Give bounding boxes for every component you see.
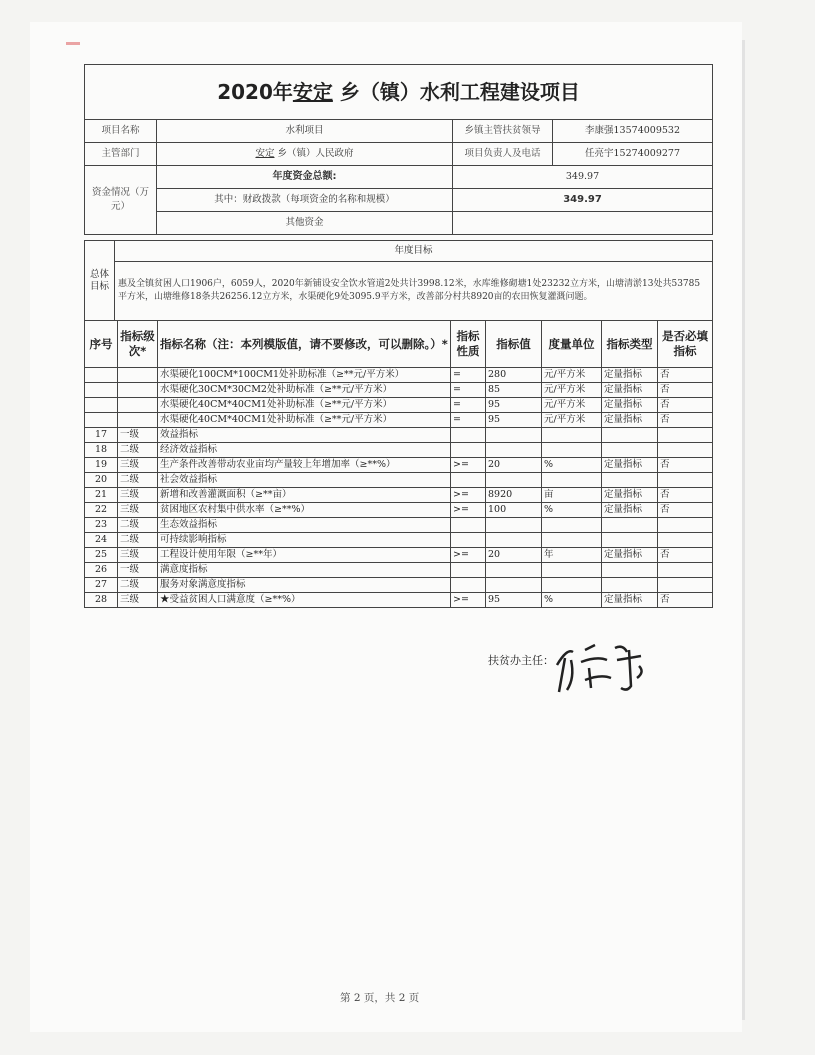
cell-level: [118, 383, 158, 398]
cell-value: 20: [486, 548, 542, 563]
cell-required: [658, 428, 713, 443]
cell-level: 三级: [118, 593, 158, 608]
cell-level: 三级: [118, 488, 158, 503]
cell-value: 95: [486, 593, 542, 608]
cell-no: 22: [85, 503, 118, 518]
cell-level: 二级: [118, 473, 158, 488]
cell-no: [85, 368, 118, 383]
header-value: 指标值: [486, 321, 542, 368]
cell-level: [118, 398, 158, 413]
cell-type: 定量指标: [602, 383, 658, 398]
cell-type: 定量指标: [602, 368, 658, 383]
table-row: [85, 473, 713, 488]
cell-value: 95: [486, 413, 542, 428]
cell-no: 25: [85, 548, 118, 563]
cell-level: 二级: [118, 578, 158, 593]
cell-type: [602, 443, 658, 458]
owner-value: 任亮宇15274009277: [553, 143, 713, 166]
cell-name: ★受益贫困人口满意度（≥**%）: [158, 593, 451, 608]
owner-label: 项目负责人及电话: [453, 143, 553, 166]
cell-level: 二级: [118, 533, 158, 548]
cell-unit: [542, 473, 602, 488]
cell-name: 工程设计使用年限（≥**年）: [158, 548, 451, 563]
cell-unit: [542, 443, 602, 458]
cell-value: [486, 428, 542, 443]
cell-required: 否: [658, 548, 713, 563]
fiscal-value: 349.97: [453, 189, 713, 212]
cell-nature: >=: [451, 503, 486, 518]
cell-no: 20: [85, 473, 118, 488]
cell-nature: =: [451, 383, 486, 398]
table-row: [85, 368, 713, 383]
cell-level: 二级: [118, 518, 158, 533]
red-mark: [66, 42, 80, 45]
page-footer: 第 2 页，共 2 页: [340, 992, 420, 1004]
cell-required: 否: [658, 458, 713, 473]
cell-type: 定量指标: [602, 488, 658, 503]
cell-name: 生产条件改善带动农业亩均产量较上年增加率（≥**%）: [158, 458, 451, 473]
cell-value: 85: [486, 383, 542, 398]
cell-nature: >=: [451, 548, 486, 563]
cell-nature: =: [451, 398, 486, 413]
cell-type: 定量指标: [602, 398, 658, 413]
cell-required: [658, 443, 713, 458]
cell-name: 生态效益指标: [158, 518, 451, 533]
fiscal-label: 其中：财政拨款（每项资金的名称和规模）: [157, 189, 453, 212]
cell-no: [85, 413, 118, 428]
cell-value: 95: [486, 398, 542, 413]
table-row: [85, 413, 713, 428]
cell-type: 定量指标: [602, 458, 658, 473]
cell-required: 否: [658, 593, 713, 608]
cell-unit: 元/平方米: [542, 383, 602, 398]
table-row: [85, 548, 713, 563]
table-row: [85, 428, 713, 443]
cell-name: 水渠硬化100CM*100CM1处补助标准（≥**元/平方米）: [158, 368, 451, 383]
cell-value: [486, 533, 542, 548]
cell-unit: [542, 428, 602, 443]
header-required: 是否必填指标: [658, 321, 713, 368]
cell-name: 水渠硬化40CM*40CM1处补助标准（≥**元/平方米）: [158, 398, 451, 413]
other-funds-label: 其他资金: [157, 212, 453, 235]
cell-name: 经济效益指标: [158, 443, 451, 458]
cell-unit: 元/平方米: [542, 413, 602, 428]
cell-no: 27: [85, 578, 118, 593]
table-row: [85, 578, 713, 593]
dept-value: 安定 乡（镇）人民政府: [157, 143, 453, 166]
cell-required: [658, 473, 713, 488]
cell-nature: [451, 563, 486, 578]
annual-goal-label: 年度目标: [115, 241, 713, 262]
cell-level: [118, 413, 158, 428]
cell-unit: %: [542, 458, 602, 473]
header-level: 指标级次*: [118, 321, 158, 368]
cell-value: 20: [486, 458, 542, 473]
table-row: [85, 383, 713, 398]
cell-nature: >=: [451, 458, 486, 473]
page-title: 2020年安定 乡（镇）水利工程建设项目: [85, 65, 713, 120]
table-row: [85, 458, 713, 473]
cell-unit: %: [542, 593, 602, 608]
cell-required: [658, 563, 713, 578]
header-type: 指标类型: [602, 321, 658, 368]
goal-table: [84, 240, 713, 321]
cell-type: [602, 533, 658, 548]
cell-level: 一级: [118, 428, 158, 443]
table-row: [85, 518, 713, 533]
project-info-table: [84, 64, 713, 235]
cell-name: 满意度指标: [158, 563, 451, 578]
cell-name: 服务对象满意度指标: [158, 578, 451, 593]
cell-no: [85, 383, 118, 398]
dept-label: 主管部门: [85, 143, 157, 166]
header-unit: 度量单位: [542, 321, 602, 368]
cell-name: 新增和改善灌溉面积（≥**亩）: [158, 488, 451, 503]
cell-type: [602, 563, 658, 578]
cell-value: [486, 518, 542, 533]
cell-required: 否: [658, 413, 713, 428]
cell-level: 三级: [118, 458, 158, 473]
cell-unit: [542, 518, 602, 533]
cell-no: 26: [85, 563, 118, 578]
cell-unit: 元/平方米: [542, 368, 602, 383]
signature-label: 扶贫办主任：: [488, 654, 554, 667]
cell-required: [658, 578, 713, 593]
cell-nature: >=: [451, 488, 486, 503]
cell-name: 社会效益指标: [158, 473, 451, 488]
header-name: 指标名称（注：本列模版值，请不要修改，可以删除。）*: [158, 321, 451, 368]
cell-no: [85, 398, 118, 413]
cell-level: 三级: [118, 548, 158, 563]
cell-type: 定量指标: [602, 593, 658, 608]
cell-nature: [451, 518, 486, 533]
cell-unit: [542, 563, 602, 578]
cell-nature: >=: [451, 593, 486, 608]
cell-value: [486, 473, 542, 488]
cell-required: 否: [658, 503, 713, 518]
cell-nature: =: [451, 368, 486, 383]
cell-name: 可持续影响指标: [158, 533, 451, 548]
cell-no: 19: [85, 458, 118, 473]
cell-nature: [451, 533, 486, 548]
cell-name: 贫困地区农村集中供水率（≥**%）: [158, 503, 451, 518]
table-row: [85, 593, 713, 608]
cell-required: 否: [658, 488, 713, 503]
handwritten-signature: [545, 630, 665, 700]
cell-nature: [451, 443, 486, 458]
cell-no: 21: [85, 488, 118, 503]
cell-no: 28: [85, 593, 118, 608]
funds-label: 资金情况（万元）: [85, 166, 157, 235]
goal-text: 惠及全镇贫困人口1906户，6059人，2020年新铺设安全饮水管道2处共计3998.12米，水库维修砌塘1处23232立方米，山塘清淤13处共53785平方米，山塘维修18条共26256.12立方米，水渠硬化9处3095.9平方米，改善部分村共8920亩的农田恢复灌溉问题。: [115, 262, 713, 321]
annual-total-label: 年度资金总额:: [157, 166, 453, 189]
header-nature: 指标性质: [451, 321, 486, 368]
indicator-table: [84, 320, 713, 608]
cell-level: [118, 368, 158, 383]
header-no: 序号: [85, 321, 118, 368]
cell-level: 三级: [118, 503, 158, 518]
cell-no: 23: [85, 518, 118, 533]
cell-name: 水渠硬化30CM*30CM2处补助标准（≥**元/平方米）: [158, 383, 451, 398]
cell-no: 24: [85, 533, 118, 548]
cell-type: [602, 428, 658, 443]
cell-unit: 元/平方米: [542, 398, 602, 413]
cell-value: [486, 563, 542, 578]
table-row: [85, 398, 713, 413]
cell-nature: [451, 473, 486, 488]
table-row: [85, 488, 713, 503]
cell-required: [658, 533, 713, 548]
cell-required: 否: [658, 383, 713, 398]
page-edge: [742, 40, 745, 1020]
cell-value: 100: [486, 503, 542, 518]
leader-label: 乡镇主管扶贫领导: [453, 120, 553, 143]
project-name-label: 项目名称: [85, 120, 157, 143]
cell-level: 二级: [118, 443, 158, 458]
cell-type: 定量指标: [602, 503, 658, 518]
table-row: [85, 533, 713, 548]
other-funds-value: [453, 212, 713, 235]
cell-required: 否: [658, 398, 713, 413]
cell-no: 17: [85, 428, 118, 443]
project-name: 水利项目: [157, 120, 453, 143]
goal-label: 总体目标: [85, 241, 115, 321]
cell-required: [658, 518, 713, 533]
cell-type: 定量指标: [602, 413, 658, 428]
cell-required: 否: [658, 368, 713, 383]
cell-nature: =: [451, 413, 486, 428]
annual-total: 349.97: [453, 166, 713, 189]
cell-unit: 亩: [542, 488, 602, 503]
table-row: [85, 563, 713, 578]
cell-value: 280: [486, 368, 542, 383]
cell-type: [602, 578, 658, 593]
cell-nature: [451, 578, 486, 593]
cell-name: 水渠硬化40CM*40CM1处补助标准（≥**元/平方米）: [158, 413, 451, 428]
cell-type: [602, 518, 658, 533]
cell-level: 一级: [118, 563, 158, 578]
cell-no: 18: [85, 443, 118, 458]
cell-name: 效益指标: [158, 428, 451, 443]
cell-value: [486, 578, 542, 593]
leader-value: 李康强13574009532: [553, 120, 713, 143]
cell-unit: 年: [542, 548, 602, 563]
cell-unit: [542, 578, 602, 593]
cell-value: [486, 443, 542, 458]
table-row: [85, 443, 713, 458]
cell-value: 8920: [486, 488, 542, 503]
table-row: [85, 503, 713, 518]
cell-type: [602, 473, 658, 488]
cell-type: 定量指标: [602, 548, 658, 563]
cell-nature: [451, 428, 486, 443]
cell-unit: %: [542, 503, 602, 518]
cell-unit: [542, 533, 602, 548]
